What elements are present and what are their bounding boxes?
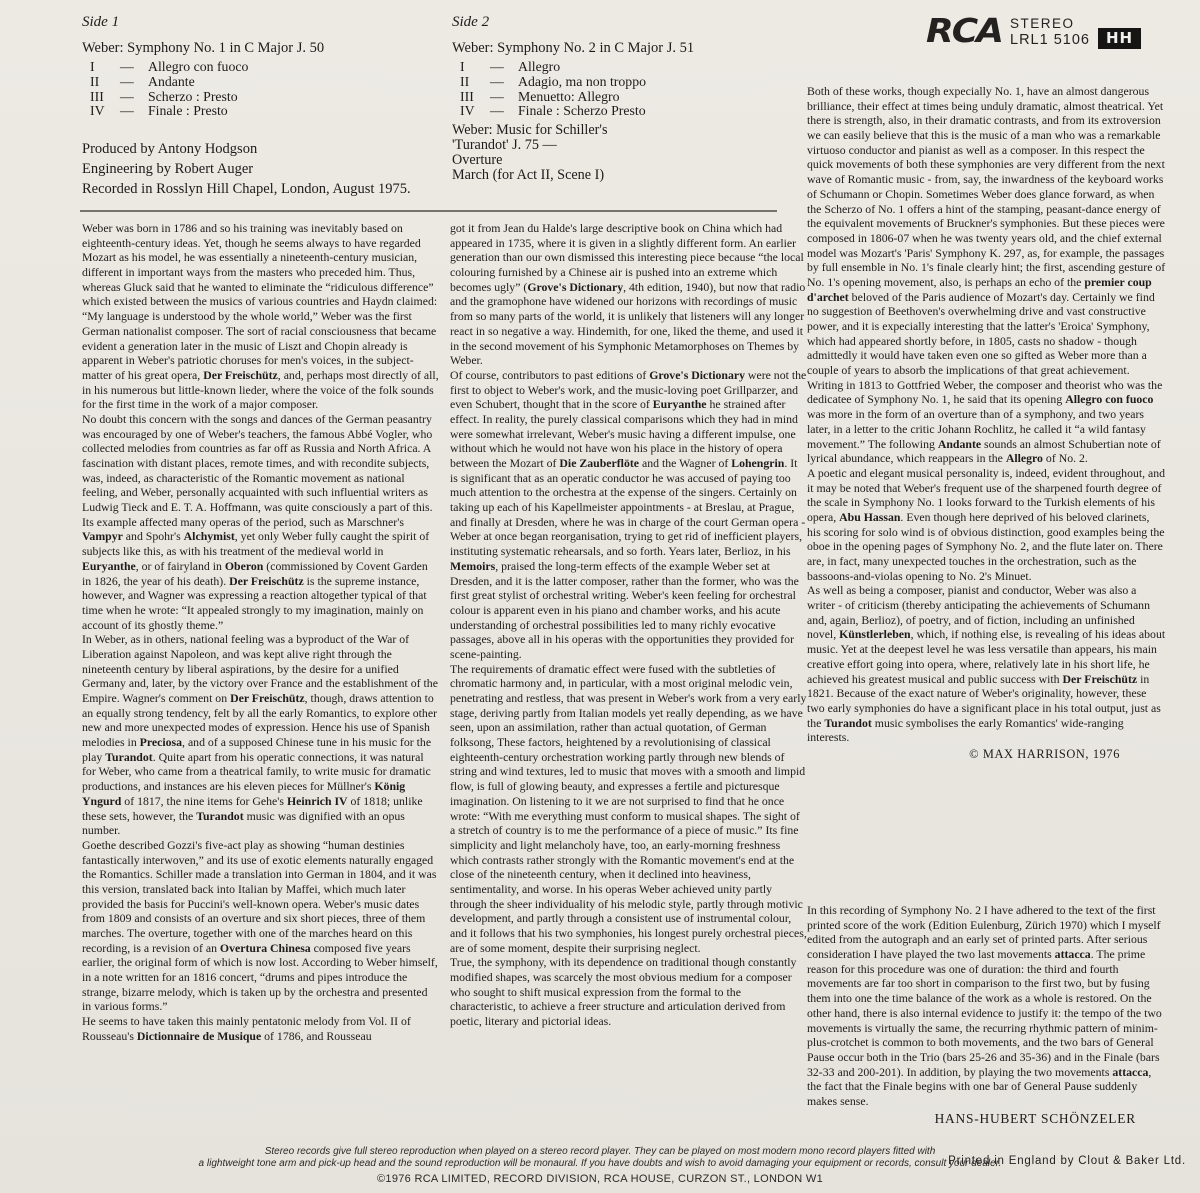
side2-movements [452, 60, 792, 119]
side2-label: Side 2 [452, 14, 490, 30]
movement-row [452, 60, 792, 75]
rca-logo: RCA [926, 12, 1003, 51]
stereo-label: STEREO [1010, 16, 1075, 31]
movement-numeral: I [90, 59, 95, 74]
side2-turandot-listing [452, 123, 792, 182]
essay-paragraph: As well as being a composer, pianist and conductor, Weber was also a writer - of criticism (thereby anticipating the achievements of Schumann and, again, Berlioz), of poetry, and of fiction, including an unfinished novel, Künstlerleben, which, if nothing else, is revealing of his ideas about music. Yet at the deepest level he was less versatile than appears, his main creative effort going into opera, where, relatively late in his short life, he achieved his greatest musical and public success with Der Freischütz in 1821. Because of the exact nature of Weber's originality, however, these two early symphonies do have a significant place in his total output, just as the Turandot music symbolises the early Romantics' wide-ranging interests. [807, 583, 1166, 745]
movement-name: Allegro [518, 59, 561, 74]
movement-numeral: IV [460, 103, 475, 119]
essay-paragraph: Goethe described Gozzi's five-act play as showing “human destinies fantastically interwoven,” and its use of exotic elements naturally engaged the Romantics. Schiller made a translation into German in 1804, and it was this version, translated back into Italian by Maffei, which much later provided the basis for Puccini's well-known opera. Weber's music dates from 1809 and consists of an overture and six short pieces, three of them marches. The overture, together with one of the marches heard on this recording, is a revision of an Overtura Chinesa composed five years earlier, the original form of which is now lost. According to Weber himself, in a note written for an 1816 concert, “drums and pipes introduce the strange, bizarre melody, which is taken up by the orchestra and presented in various forms.” [82, 837, 438, 1014]
movement-numeral: III [90, 88, 104, 104]
printed-by: Printed in England by Clout & Baker Ltd. [948, 1155, 1186, 1167]
text-line: 'Turandot' J. 75 — [452, 136, 557, 153]
side2-title: Weber: Symphony No. 2 in C Major J. 51 [452, 40, 695, 56]
text-line: Produced by Antony Hodgson [82, 141, 258, 157]
essay-column-3-paragraphs [807, 84, 1166, 745]
movement-dash: — [490, 88, 504, 104]
movement-dash: — [120, 103, 134, 119]
movement-numeral: II [90, 73, 100, 89]
footer-stereo-note-line2: a lightweight tone arm and pick-up head and the sound reproduction will be monaural. If you have doubts and wish to avoid damaging your equipment or records, consult your dealer. [198, 1157, 1002, 1169]
essay-paragraph: got it from Jean du Halde's large descriptive book on China which had appeared in 1735, where it is given in a slightly different form. An earlier generation than our own dismissed this interesting piece because “the local colouring furnished by a Chinese air is pushed into an extreme which becomes ugly” (Grove's Dictionary, 4th edition, 1940), but now that radio and the gramophone have widened our horizons with recordings of music from so many parts of the world, it is unlikely that listeners will any longer react in so negative a way. Hindemith, for one, liked the theme, and used it in the second movement of his Symphonic Metamorphoses on Themes by Weber. [450, 221, 806, 368]
essay-paragraph: Weber was born in 1786 and so his training was inevitably based on eighteenth-century ideas. Yet, though he seems always to have regarded Mozart as his model, he was essentially a nineteenth-century musician, different in important ways from the masters who preceded him. Thus, whereas Gluck said that he wanted to eliminate the “ridiculous difference” which existed between the musics of various countries and Haydn claimed: “My language is understood by the whole world,” Weber was the first German nationalist composer. The sort of racial consciousness that became evident a generation later in the music of Liszt and Chopin already is apparent in Weber's patriotic choruses for men's voices, in the subject-matter of his great opera, Der Freischütz, and, perhaps most directly of all, in his numerous but little-known lieder, where the voice of the folk sounds for the first time in the work of a major composer. [82, 221, 439, 412]
movement-name: Andante [148, 73, 195, 89]
essay-paragraph: Both of these works, though expecially No. 1, have an almost dangerous brilliance, their effect at times being unduly dramatic, almost theatrical. Yet there is strength, also, in their dramatic contrasts, and from its extroversion we can easily believe that this is the music of a man who was a remarkable virtuoso conductor and pianist as well as a composer. In this respect the quick movements of both these symphonies are very different from the next wave of Romantic music - from, say, the inwardness of the keyboard works of Schumann or Chopin. Sometimes Weber does glance forward, as when the Scherzo of No. 1 offers a hint of the stamping, peasant-dance energy of the equivalent movements of Bruckner's symphonies. But these pieces were composed in 1806-07 when he was twenty years old, and the chief external model was Mozart's 'Paris' Symphony K. 297, as, for example, the passages by full ensemble in No. 1's finale clearly hint; the first, ascending gesture of No. 1's opening movement, also, is perhaps an echo of the premier coup d'archet beloved of the Paris audience of Mozart's day. Certainly we find no suggestion of Beethoven's overwhelming drive and vast constructive power, and it is expecially interesting that the latter's 'Eroica' Symphony, which had appeared shortly before, in 1805, casts no shadow - though admittedly it would have taken even one so gifted as Weber more than a couple of years to absorb the implications of that great achievement. Writing in 1813 to Gottfried Weber, the composer and theorist who was the dedicatee of Symphony No. 1, he said that its opening Allegro con fuoco was more in the form of an overture than of a symphony, and two years later, in a letter to the critic Johann Rochlitz, he called it “a wild fantasy movement.” The following Andante sounds an almost Schubertian note of lyrical abundance, which reappears in the Allegro of No. 2. [807, 84, 1166, 466]
movement-name: Finale : Scherzo Presto [518, 103, 646, 119]
essay-paragraph: The requirements of dramatic effect were fused with the subtleties of chromatic harmony and, in particular, with a most original melodic vein, penetrating and restless, that was present in Weber's work from a very early stage, deriving partly from Italian models yet really depending, as we have seen, upon an assimilation, rather than actual quotation, of German folksong, These factors, heightened by a revolutionising of classical eighteenth-century orchestration working partly through new blends of string and wind textures, led to music that moves with a smooth and limpid flow, is full of glowing beauty, and expresses a fertile and picturesque imagination. On listening to it we are not surprised to find that he once wrote: “With me everything must conform to musical shapes. The sight of a stretch of country is to me the performance of a piece of music.” Its fine simplicity and light melancholy have, too, an early-morning freshness which contrasts rather strongly with the Romantic movement's end at the close of the nineteenth century, when it declined into heaviness, sentimentality, and worse. In his operas Weber achieved unity partly through the sheer individuality of his melodic style, partly through motivic development, and partly through a consistent use of instrumental colour, and it follows that his two symphonies, his longest purely orchestral pieces, are of some moment, despite their surprising neglect. [450, 661, 807, 955]
essay-paragraph: A poetic and elegant musical personality is, indeed, evident throughout, and it may be noted that Weber's frequent use of the sharpened fourth degree of the scale in Symphony No. 1 looks forward to the Turkish elements of his opera, Abu Hassan. Even though here deprived of his beloved clarinets, his scoring for solo wind is of obvious distinction, good examples being the oboe in the opening pages of Symphony No. 2, and the flute later on. There are, in fact, many unexpected touches in the orchestration, such as the bassoons-and-violas opening to No. 2's Minuet. [807, 465, 1166, 583]
essay-column-3 [807, 84, 1166, 762]
movement-name: Menuetto: Allegro [518, 88, 620, 104]
movement-numeral: III [460, 88, 474, 104]
movement-dash: — [120, 73, 134, 89]
essay-paragraph: He seems to have taken this mainly pentatonic melody from Vol. II of Rousseau's Dictionnaire de Musique of 1786, and Rousseau [82, 1014, 411, 1043]
side2-block [452, 14, 792, 182]
essay-paragraph: True, the symphony, with its dependence on traditional though constantly modified shapes, was scarcely the most obvious medium for a composer who sought to shift musical expression from the formal to the characteristic, to achieve a freer structure and articulation derived from poetic, literary and pictorial ideas. [450, 955, 797, 1029]
movement-row [452, 90, 792, 105]
side1-label: Side 1 [82, 14, 120, 30]
conductor-signature: HANS-HUBERT SCHÖNZELER [934, 1110, 1136, 1126]
footer [110, 1146, 1090, 1185]
side1-title: Weber: Symphony No. 1 in C Major J. 50 [82, 40, 325, 56]
movement-dash: — [490, 103, 504, 119]
movement-dash: — [490, 73, 504, 89]
side1-movements [82, 60, 442, 119]
movement-row [82, 90, 442, 105]
text-line: Engineering by Robert Auger [82, 161, 254, 177]
brand-block [926, 12, 1184, 51]
movement-dash: — [120, 59, 134, 74]
header-rule [80, 210, 777, 212]
essay-paragraph: No doubt this concern with the songs and dances of the German peasantry was encouraged by one of Weber's teachers, the famous Abbé Vogler, who collected melodies from countries as far off as Russia and North Africa. A fascination with distant places, remote times, and with recondite subjects, was, indeed, as characteristic of the Romantic movement as national feeling, and Weber, personally acquainted with such influential writers as Ludwig Tieck and E. T. A. Hoffmann, was quite consciously a part of this. Its example affected many operas of the period, such as Marschner's Vampyr and Spohr's Alchymist, yet only Weber fully caught the spirit of subjects like this, as with his treatment of the medieval world in Euryanthe, or of fairyland in Oberon (commissioned by Covent Garden in 1826, the year of his death). Der Freischütz is the supreme instance, however, and Wagner was expressing a reaction altogether typical of that time when he wrote: “It appealed strongly to my imagination, mainly on account of its ghostly theme.” [82, 411, 433, 632]
stereo-catalog [1010, 16, 1090, 48]
movement-row [82, 60, 442, 75]
essay-paragraph: In this recording of Symphony No. 2 I have adhered to the text of the first printed score of the work (Edition Eulenburg, Zürich 1970) which I myself edited from the autograph and an early set of printed parts. After serious consideration I have played the two last movements attacca. The prime reason for this procedure was one of duration: the third and fourth movements are far too short in comparison to the first two, but by fusing them into one the time balance of the work as a whole is restored. On the other hand, there is also internal evidence to justify it: the tempo of the two movements is virtually the same, the recurring rhythmic pattern of minim-plus-crotchet is common to both movements, and the two bars of General Pause occur both in the Trio (bars 25-26 and 35-36) and in the Finale (bars 32-33 and 200-201). In addition, by playing the two movements attacca, the fact that the Finale begins with one bar of General Pause suddenly makes sense. [807, 903, 1162, 1108]
footer-stereo-note-line1: Stereo records give full stereo reproduction when played on a stereo record player. They can be played on most modern mono record players fitted with [264, 1146, 936, 1157]
text-line: Weber: Music for Schiller's [452, 122, 608, 139]
production-credits [82, 139, 411, 199]
side1-block [82, 14, 442, 119]
essay-column-1 [82, 221, 439, 1044]
author-credit: © MAX HARRISON, 1976 [969, 746, 1120, 761]
movement-row [82, 104, 442, 119]
essay-paragraph: In Weber, as in others, national feeling was a byproduct of the War of Liberation against Napoleon, and was kept alive right through the nineteenth century by liberal aspirations, by the desire for a unified Germany and, later, by the victory over France and the establishment of the Empire. Wagner's comment on Der Freischütz, though, draws attention to an equally strong tendency, felt by all the early Romantics, to explore other new and more unexpected modes of expression. Hence his use of Spanish melodies in Preciosa, and of a supposed Chinese tune in his music for the play Turandot. Quite apart from his operatic connections, it was natural for Weber, who came from a theatrical family, to write music for dramatic productions, and instances are his eleven pieces for Müllner's König Yngurd of 1817, the nine items for Gehe's Heinrich IV of 1818; unlike these sets, however, the Turandot music was dignified with an opus number. [82, 632, 438, 838]
movement-name: Adagio, ma non troppo [518, 73, 646, 89]
movement-row [452, 104, 792, 119]
movement-numeral: IV [90, 103, 105, 119]
movement-row [82, 75, 442, 90]
movement-dash: — [120, 88, 134, 104]
movement-dash: — [490, 59, 504, 74]
footer-copyright: ©1976 RCA LIMITED, RECORD DIVISION, RCA HOUSE, CURZON ST., LONDON W1 [377, 1172, 823, 1185]
text-line: Recorded in Rosslyn Hill Chapel, London, August 1975. [82, 181, 411, 197]
conductor-note-paragraphs [807, 903, 1166, 1109]
movement-numeral: II [460, 73, 470, 89]
essay-paragraph: Of course, contributors to past editions of Grove's Dictionary were not the first to object to Weber's work, and the music-loving poet Grillparzer, and even Schubert, thought that in the score of Euryanthe he strained after effect. In reality, the purely classical comparisons which they had in mind were somewhat irrelevant, Weber's music having a different impulse, one without which he would not have won his place in the history of opera between the Mozart of Die Zauberflöte and the Wagner of Lohengrin. It is significant that as an operatic conductor he was accused of paying too much attention to the orchestra at the expense of the singers. Certainly on taking up each of his Kapellmeister appointments - at Breslau, at Prague, and finally at Dresden, where he was in charge of the court German opera - Weber at once began reorganisation, trying to get rid of inefficient players, instituting systematic rehearsals, and so forth. Years later, Berlioz, in his Memoirs, praised the long-term effects of the example Weber set at Dresden, and it is the latter composer, rather than the former, who was the first great stylist of orchestral writing. Weber's keen feeling for orchestral colour is apparent even in his piano and chamber works, and his acute understanding of orchestral possibilities led to many richly evocative passages, above all in his operas with the opportunities they provided for scene-painting. [450, 367, 807, 661]
movement-row [452, 75, 792, 90]
text-line: March (for Act II, Scene I) [452, 166, 605, 183]
movement-name: Allegro con fuoco [148, 59, 249, 74]
conductor-note [807, 903, 1166, 1126]
text-line: Overture [452, 151, 503, 168]
movement-name: Finale : Presto [148, 103, 228, 119]
essay-column-2 [450, 221, 808, 1029]
hh-badge: HH [1098, 28, 1141, 49]
movement-name: Scherzo : Presto [148, 88, 238, 104]
catalog-number: LRL1 5106 [1010, 32, 1090, 48]
movement-numeral: I [460, 59, 465, 74]
